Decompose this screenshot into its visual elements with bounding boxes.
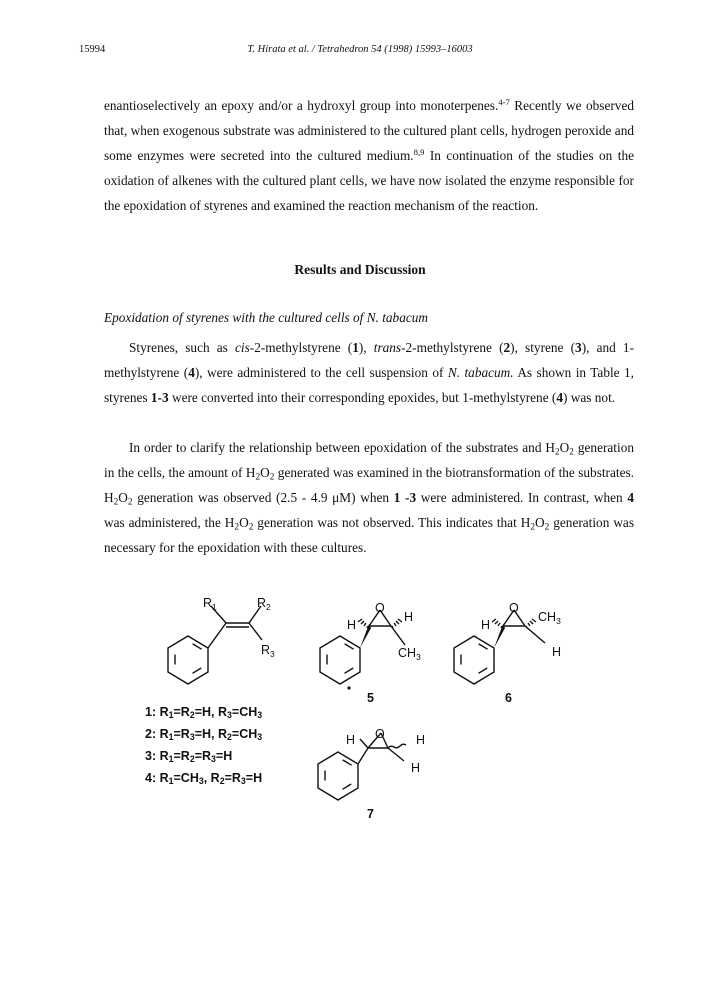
paragraph-styrenes: Styrenes, such as cis-2-methylstyrene (1), trans-2-methylstyrene (2), styrene (3), and 1-methylstyrene (4), were administered to the cell suspension of N. tabacum. As shown in Table 1, styrenes 1-3 were converted into their corresponding epoxides, but 1-methylstyrene (4) was not. bbox=[104, 340, 634, 405]
h-label-7b: H bbox=[416, 733, 426, 747]
epoxide-structure-5 bbox=[320, 610, 405, 684]
dot-mark bbox=[347, 686, 350, 689]
running-header-citation: T. Hirata et al. / Tetrahedron 54 (1998) 15993–16003 bbox=[247, 44, 473, 55]
compound-label-7: 7 bbox=[367, 807, 374, 821]
reference-4-7[interactable]: 4-7 bbox=[498, 96, 510, 107]
benzene-ring-6 bbox=[454, 636, 494, 684]
paragraph-intro: enantioselectively an epoxy and/or a hydroxyl group into monoterpenes.$^{4-7}$ Recently we observed that, when exogenous substrate was administered to the cultured plant cells, hydrogen peroxide and some enzymes were secreted into the cultured medium.$^{8,9}$ In continuation of the studies on the oxidation of alkenes with the cultured plant cells, we have now isolated the enzyme responsible for the epoxidation of styrenes and examined the reaction mechanism of the reaction. bbox=[104, 96, 634, 213]
h-label-6a: H bbox=[481, 618, 491, 632]
ch3-label-6: $CH_3$ bbox=[538, 610, 561, 626]
h-label-5b: H bbox=[404, 610, 414, 624]
h-label-7c: H bbox=[411, 761, 421, 775]
paragraph-h2o2: In order to clarify the relationship between epoxidation of the substrates and $H_2O_2$ generation in the cells, the amount of $H_2O_2$ generated was examined in the biotransformation of the substrates. $H_2O_2$ generation was observed (2.5 - 4.9 μM) when 1 -3 were administered. In contrast, when 4 was administered, the $H_2O_2$ generation was not observed. This indicates that $H_2O_2$ generation was necessary for the epoxidation with these cultures. bbox=[104, 440, 634, 555]
compound-label-5: 5 bbox=[367, 691, 374, 705]
subsection-heading: Epoxidation of styrenes with the cultured cells of N. tabacum bbox=[104, 310, 429, 325]
substituent-definition-1: 1: $R_1=R_2=H$, $R_3=CH_3$ bbox=[145, 705, 263, 721]
oxygen-label-5: O bbox=[375, 601, 385, 615]
oxygen-label-6: O bbox=[509, 601, 519, 615]
ch3-label-5: $CH_3$ bbox=[398, 646, 421, 662]
epoxide-structure-7 bbox=[318, 733, 406, 800]
h-label-7a: H bbox=[346, 733, 356, 747]
page-number: 15994 bbox=[79, 44, 106, 55]
benzene-ring-styrene bbox=[168, 636, 208, 684]
h-label-5a: H bbox=[347, 618, 357, 632]
substituent-definition-4: 4: $R_1=CH_3$, $R_2=R_3=H$ bbox=[145, 771, 263, 787]
r1-label: $R_1$ bbox=[203, 596, 217, 612]
substituent-definition-3: 3: $R_1=R_2=R_3=H$ bbox=[145, 749, 233, 765]
h-label-6b: H bbox=[552, 645, 562, 659]
oxygen-label-7: O bbox=[375, 727, 385, 741]
epoxide-structure-6 bbox=[454, 610, 545, 684]
styrene-structure bbox=[168, 606, 262, 684]
section-heading: Results and Discussion bbox=[294, 262, 426, 277]
compound-label-6: 6 bbox=[505, 691, 512, 705]
reference-8-9[interactable]: 8,9 bbox=[413, 146, 425, 157]
r3-label: $R_3$ bbox=[261, 643, 275, 659]
wedge-bond-5 bbox=[360, 624, 371, 648]
benzene-ring-5 bbox=[320, 636, 360, 684]
r2-label: $R_2$ bbox=[257, 596, 271, 612]
benzene-ring-7 bbox=[318, 752, 358, 800]
substituent-definition-2: 2: $R_1=R_3=H$, $R_2=CH_3$ bbox=[145, 727, 263, 743]
wedge-bond-6 bbox=[494, 624, 505, 648]
